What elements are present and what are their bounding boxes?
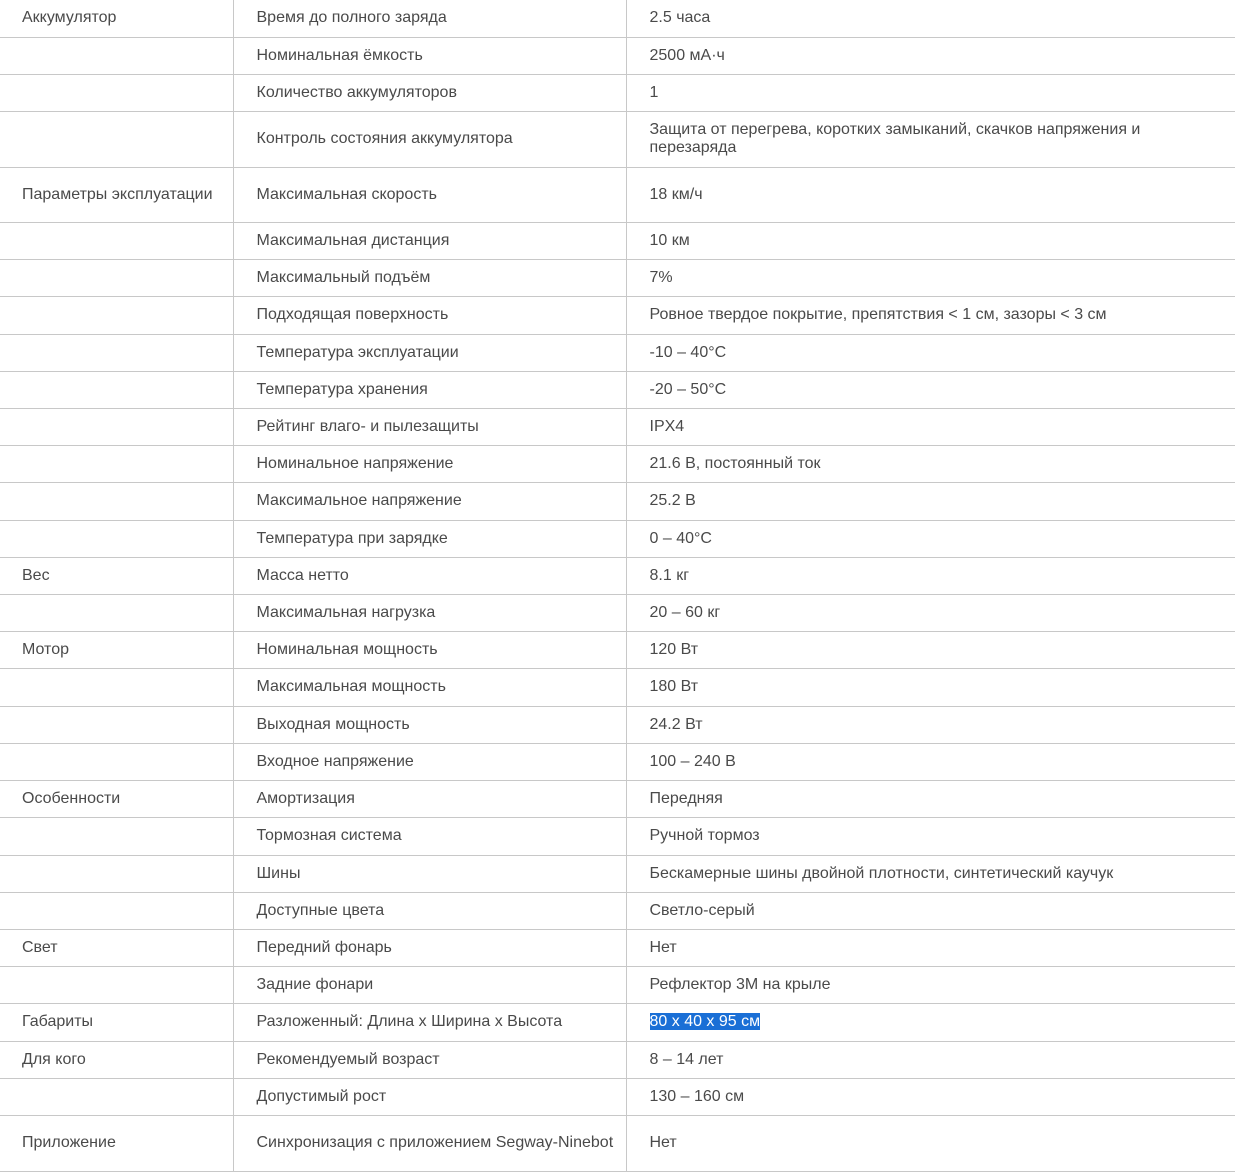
spec-value-cell: Ровное твердое покрытие, препятствия < 1 см, зазоры < 3 см — [626, 296, 1235, 334]
category-cell — [0, 706, 233, 743]
spec-name-cell: Шины — [233, 855, 626, 892]
category-cell — [0, 445, 233, 482]
spec-value-cell: 24.2 Вт — [626, 706, 1235, 743]
category-cell — [0, 37, 233, 74]
spec-name-cell: Синхронизация с приложением Segway-Ninebot — [233, 1115, 626, 1171]
spec-value-cell: 18 км/ч — [626, 167, 1235, 222]
category-cell — [0, 743, 233, 780]
spec-name-cell: Температура при зарядке — [233, 520, 626, 557]
spec-name-cell: Допустимый рост — [233, 1078, 626, 1115]
table-row — [0, 296, 1235, 334]
spec-value-cell: Защита от перегрева, коротких замыканий, скачков напряжения и перезаряда — [626, 111, 1235, 167]
category-cell: Свет — [0, 929, 233, 966]
selected-value-text[interactable]: 80 x 40 x 95 см — [649, 1013, 761, 1030]
spec-value-cell: 20 – 60 кг — [626, 594, 1235, 631]
category-cell — [0, 892, 233, 929]
spec-name-cell: Доступные цвета — [233, 892, 626, 929]
spec-value-cell: 25.2 В — [626, 482, 1235, 520]
spec-value-cell: Нет — [626, 929, 1235, 966]
spec-name-cell: Максимальная нагрузка — [233, 594, 626, 631]
spec-value-cell — [626, 1003, 1235, 1041]
table-row — [0, 780, 1235, 817]
table-row — [0, 37, 1235, 74]
spec-name-cell: Масса нетто — [233, 557, 626, 594]
spec-value-cell: Рефлектор 3M на крыле — [626, 966, 1235, 1003]
table-row — [0, 1041, 1235, 1078]
category-cell — [0, 408, 233, 445]
category-cell: Аккумулятор — [0, 0, 233, 37]
category-cell — [0, 668, 233, 706]
table-row — [0, 334, 1235, 371]
category-cell: Приложение — [0, 1115, 233, 1171]
category-cell: Параметры эксплуатации — [0, 167, 233, 222]
category-cell: Особенности — [0, 780, 233, 817]
spec-name-cell: Тормозная система — [233, 817, 626, 855]
spec-value-cell: 100 – 240 В — [626, 743, 1235, 780]
table-row — [0, 966, 1235, 1003]
spec-value-cell: Светло-серый — [626, 892, 1235, 929]
spec-name-cell: Контроль состояния аккумулятора — [233, 111, 626, 167]
spec-name-cell: Номинальная ёмкость — [233, 37, 626, 74]
spec-name-cell: Максимальный подъём — [233, 259, 626, 296]
spec-name-cell: Максимальная мощность — [233, 668, 626, 706]
table-row — [0, 520, 1235, 557]
category-cell — [0, 855, 233, 892]
spec-value-cell: 2500 мА·ч — [626, 37, 1235, 74]
table-row — [0, 0, 1235, 37]
spec-value-cell: Бескамерные шины двойной плотности, синтетический каучук — [626, 855, 1235, 892]
table-row — [0, 259, 1235, 296]
category-cell — [0, 222, 233, 259]
table-row — [0, 482, 1235, 520]
spec-value-cell: 21.6 В, постоянный ток — [626, 445, 1235, 482]
spec-value-cell: 10 км — [626, 222, 1235, 259]
spec-value-cell: 130 – 160 см — [626, 1078, 1235, 1115]
spec-value-cell: 8 – 14 лет — [626, 1041, 1235, 1078]
spec-name-cell: Номинальная мощность — [233, 631, 626, 668]
spec-name-cell: Подходящая поверхность — [233, 296, 626, 334]
spec-name-cell: Рекомендуемый возраст — [233, 1041, 626, 1078]
category-cell: Для кого — [0, 1041, 233, 1078]
category-cell: Мотор — [0, 631, 233, 668]
table-row — [0, 668, 1235, 706]
category-cell — [0, 594, 233, 631]
spec-value-cell: 120 Вт — [626, 631, 1235, 668]
category-cell: Вес — [0, 557, 233, 594]
spec-value-cell: 1 — [626, 74, 1235, 111]
table-row — [0, 445, 1235, 482]
table-row — [0, 855, 1235, 892]
spec-value-cell: 8.1 кг — [626, 557, 1235, 594]
table-row — [0, 743, 1235, 780]
category-cell — [0, 371, 233, 408]
table-row — [0, 1115, 1235, 1171]
spec-name-cell: Выходная мощность — [233, 706, 626, 743]
table-row — [0, 111, 1235, 167]
spec-name-cell: Количество аккумуляторов — [233, 74, 626, 111]
spec-name-cell: Максимальная дистанция — [233, 222, 626, 259]
spec-name-cell: Время до полного заряда — [233, 0, 626, 37]
spec-name-cell: Передний фонарь — [233, 929, 626, 966]
table-row — [0, 408, 1235, 445]
category-cell — [0, 296, 233, 334]
category-cell — [0, 259, 233, 296]
table-row — [0, 222, 1235, 259]
spec-name-cell: Амортизация — [233, 780, 626, 817]
spec-value-cell: Нет — [626, 1115, 1235, 1171]
category-cell — [0, 74, 233, 111]
spec-name-cell: Разложенный: Длина x Ширина x Высота — [233, 1003, 626, 1041]
category-cell — [0, 111, 233, 167]
spec-name-cell: Рейтинг влаго- и пылезащиты — [233, 408, 626, 445]
category-cell — [0, 817, 233, 855]
spec-name-cell: Максимальное напряжение — [233, 482, 626, 520]
spec-name-cell: Входное напряжение — [233, 743, 626, 780]
spec-name-cell: Максимальная скорость — [233, 167, 626, 222]
spec-name-cell: Задние фонари — [233, 966, 626, 1003]
spec-value-cell: 0 – 40°C — [626, 520, 1235, 557]
table-row — [0, 74, 1235, 111]
table-row — [0, 817, 1235, 855]
spec-value-cell: 2.5 часа — [626, 0, 1235, 37]
table-row — [0, 631, 1235, 668]
category-cell — [0, 482, 233, 520]
table-row — [0, 557, 1235, 594]
category-cell — [0, 520, 233, 557]
table-row — [0, 892, 1235, 929]
spec-value-cell: IPX4 — [626, 408, 1235, 445]
table-row — [0, 371, 1235, 408]
table-row — [0, 929, 1235, 966]
spec-value-cell: -10 – 40°C — [626, 334, 1235, 371]
spec-value-cell: Передняя — [626, 780, 1235, 817]
table-row — [0, 594, 1235, 631]
spec-value-cell: Ручной тормоз — [626, 817, 1235, 855]
category-cell — [0, 334, 233, 371]
table-row — [0, 706, 1235, 743]
spec-name-cell: Температура эксплуатации — [233, 334, 626, 371]
category-cell — [0, 966, 233, 1003]
category-cell: Габариты — [0, 1003, 233, 1041]
spec-value-cell: 180 Вт — [626, 668, 1235, 706]
table-row — [0, 167, 1235, 222]
spec-name-cell: Номинальное напряжение — [233, 445, 626, 482]
spec-name-cell: Температура хранения — [233, 371, 626, 408]
table-row — [0, 1078, 1235, 1115]
spec-value-cell: 7% — [626, 259, 1235, 296]
spec-value-cell: -20 – 50°C — [626, 371, 1235, 408]
category-cell — [0, 1078, 233, 1115]
table-row — [0, 1003, 1235, 1041]
